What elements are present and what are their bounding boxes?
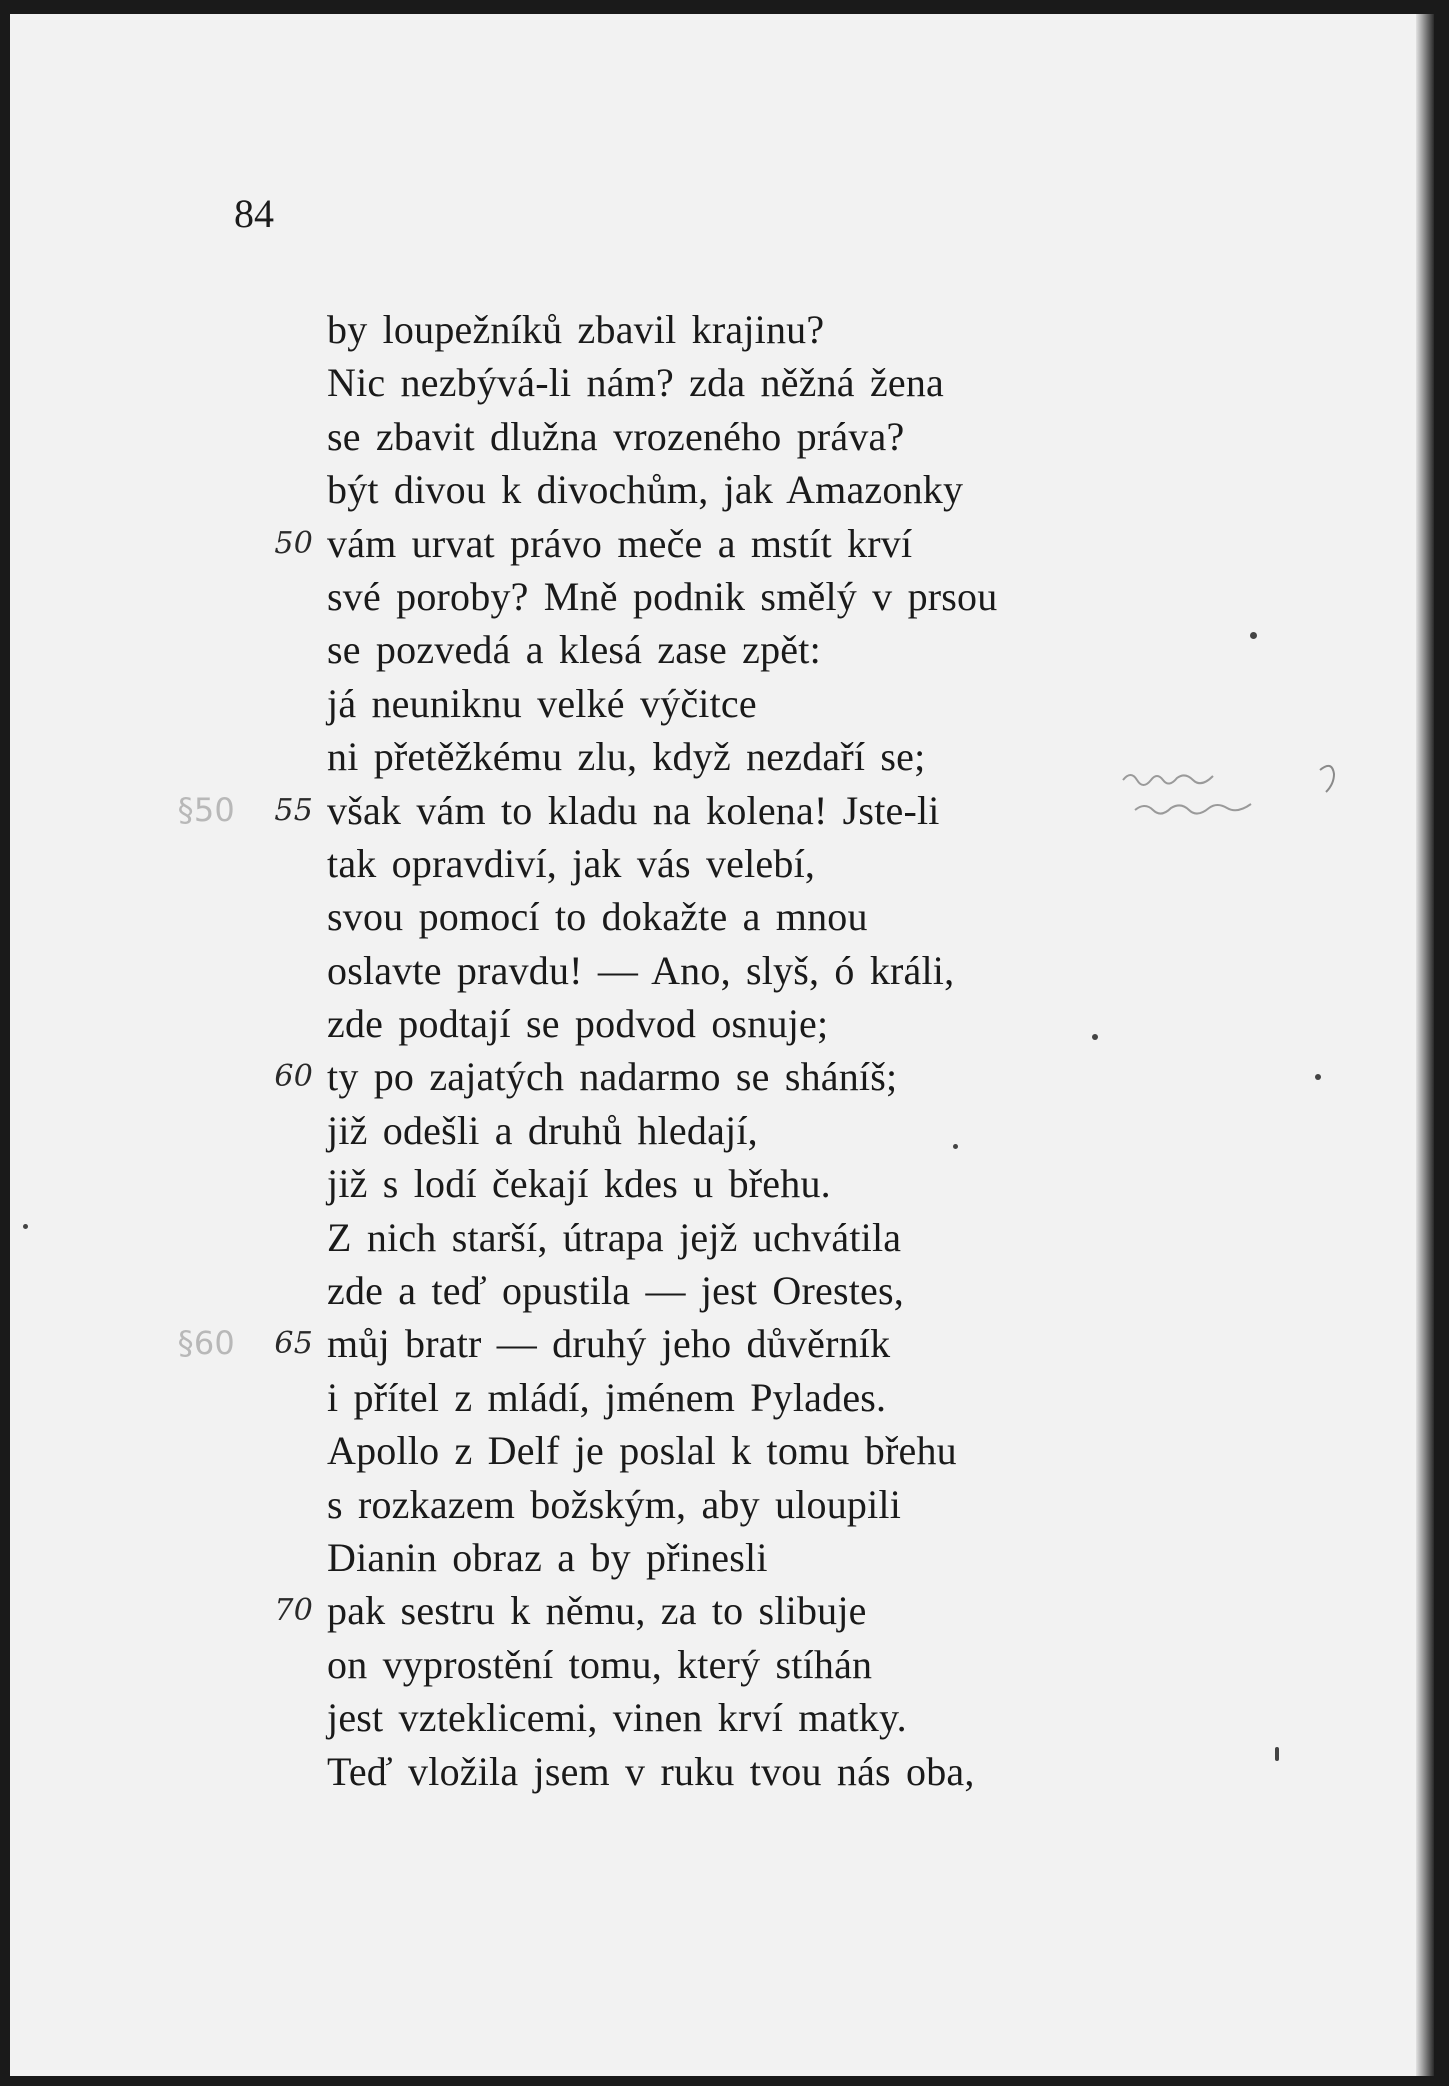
poem-line [274,1584,997,1637]
verse-text: oslavte pravdu! — Ano, slyš, ó králi, [327,947,955,993]
line-number: 70 [274,1593,313,1629]
page-speck [953,1144,958,1149]
verse-text: Dianin obraz a by přinesli [327,1534,768,1580]
page-edge-shadow [1416,14,1434,2076]
verse-text: se pozvedá a klesá zase zpět: [327,627,821,673]
poem-line [327,570,997,623]
poem-line [327,356,997,409]
page-speck [1092,1034,1098,1040]
line-number: 65 [274,1326,313,1362]
poem-line [327,1104,997,1157]
verse-text: svou pomocí to dokažte a mnou [327,894,868,940]
handwritten-margin-note [1115,750,1355,830]
poem-line [327,1424,997,1477]
poem-line [327,463,997,516]
verse-text: by loupežníků zbavil krajinu? [327,307,825,352]
verse-text: své poroby? Mně podnik smělý v prsou [327,573,998,619]
poem-line [327,1691,997,1744]
poem-line [327,303,997,356]
verse-text: však vám to kladu na kolena! Jste-li [327,787,940,833]
poem-line [327,944,997,997]
page-speck [23,1224,28,1229]
line-number: 55 [274,792,313,828]
verse-text: Apollo z Delf je poslal k tomu břehu [327,1428,957,1474]
poem-line [274,517,997,570]
poem-line [274,1050,997,1103]
poem-line [327,1211,997,1264]
page-speck [1315,1074,1321,1080]
verse-text: ty po zajatých nadarmo se sháníš; [327,1054,898,1100]
verse-text: být divou k divochům, jak Amazonky [327,467,964,513]
pencil-annotation: §50 [177,790,235,829]
verse-text: zde a teď opustila — jest Orestes, [327,1268,904,1314]
verse-text: Teď vložila jsem v ruku tvou nás oba, [327,1748,975,1794]
verse-text: i přítel z mládí, jménem Pylades. [327,1374,887,1420]
verse-text: ni přetěžkému zlu, když nezdaří se; [327,734,926,780]
verse-text: on vyprostění tomu, který stíhán [327,1641,873,1687]
poem-line [177,784,997,837]
poem-line [327,890,997,943]
verse-text: můj bratr — druhý jeho důvěrník [327,1321,891,1367]
verse-text: jest vzteklicemi, vinen krví matky. [327,1695,907,1741]
poem-body [177,303,998,1798]
poem-line [327,1745,997,1798]
verse-text: s rozkazem božským, aby uloupili [327,1481,902,1527]
scanned-page [10,14,1434,2076]
poem-line [177,1317,997,1370]
poem-line [327,730,997,783]
verse-text: já neuniknu velké výčitce [327,680,757,726]
line-number: 60 [274,1059,313,1095]
poem-line [327,677,997,730]
poem-line [327,623,997,676]
poem-line [327,410,997,463]
line-number: 50 [274,525,313,561]
verse-text: se zbavit dlužna vrozeného práva? [327,413,905,459]
poem-line [327,1371,997,1424]
verse-text: Z nich starší, útrapa jejž uchvátila [327,1214,902,1260]
poem-line [327,1638,997,1691]
poem-line [327,1264,997,1317]
verse-text: vám urvat právo meče a mstít krví [327,520,913,566]
pencil-annotation: §60 [177,1324,235,1363]
poem-line [327,1478,997,1531]
poem-line [327,837,997,890]
verse-text: již s lodí čekají kdes u břehu. [327,1161,831,1207]
verse-text: Nic nezbývá-li nám? zda něžná žena [327,360,945,406]
page-speck [1275,1747,1279,1761]
page-speck [1250,632,1257,639]
verse-text: již odešli a druhů hledají, [327,1107,758,1153]
poem-line [327,1157,997,1210]
verse-text: zde podtají se podvod osnuje; [327,1001,829,1047]
verse-text: pak sestru k němu, za to slibuje [327,1588,867,1634]
poem-line [327,997,997,1050]
verse-text: tak opravdiví, jak vás velebí, [327,840,816,886]
page-number: 84 [234,191,274,236]
poem-line [327,1531,997,1584]
